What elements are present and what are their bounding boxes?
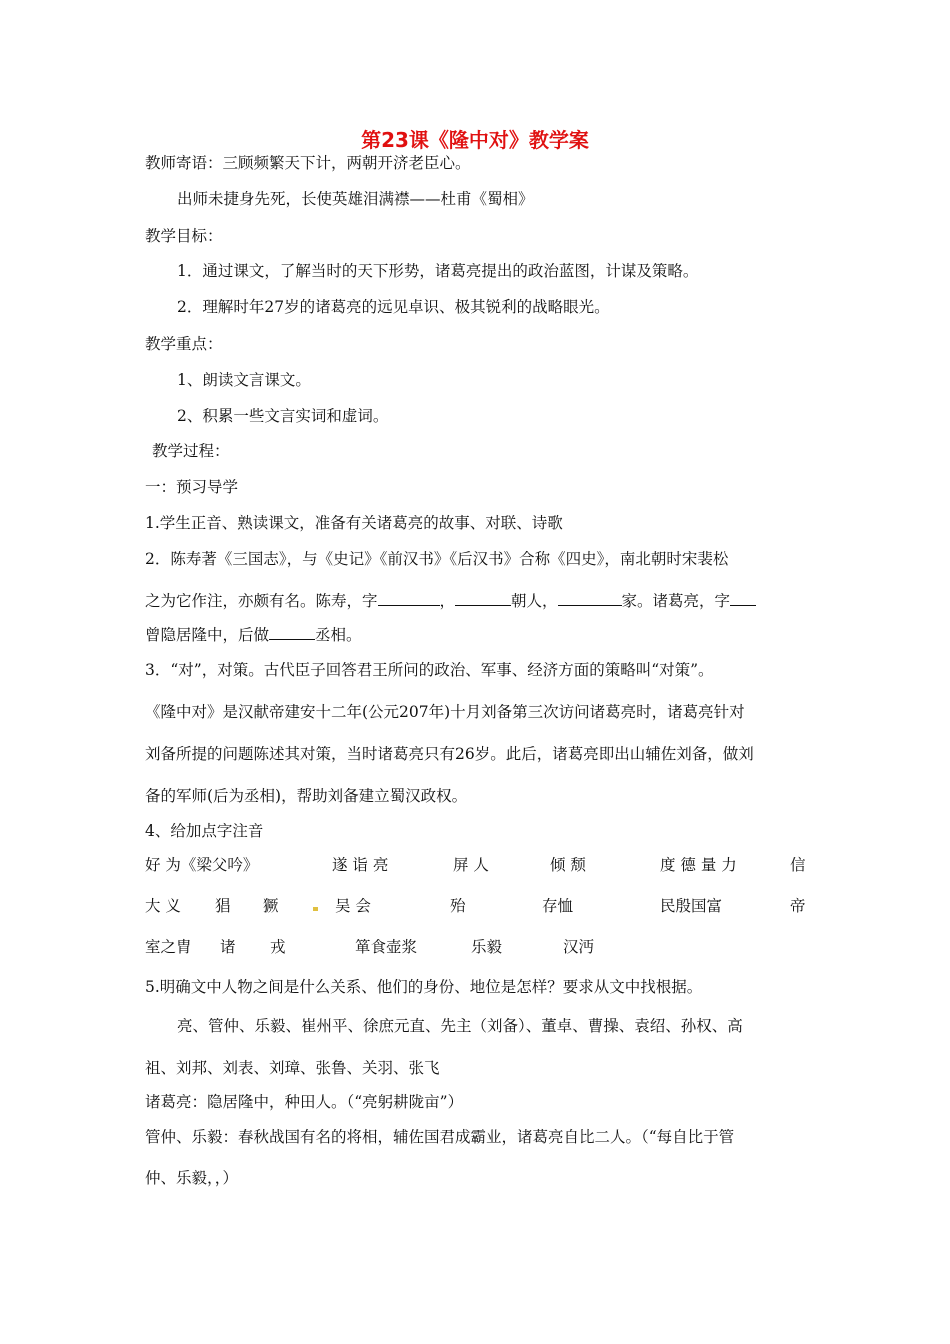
pinyin-word: 箪食壶浆 — [355, 938, 418, 956]
fill-blank[interactable] — [730, 591, 756, 606]
highlight-mark — [313, 907, 318, 911]
pinyin-word: 存恤 — [542, 897, 574, 915]
item5-zhuge: 诸葛亮：隐居隆中，种田人。（“亮躬耕陇亩”） — [145, 1093, 464, 1111]
preview-item-2-line-1: 2．陈寿著《三国志》，与《史记》《前汉书》《后汉书》合称《四史》，南北朝时宋裴松 — [145, 550, 729, 568]
preview-item-1: 1.学生正音、熟读课文，准备有关诸葛亮的故事、对联、诗歌 — [145, 514, 563, 532]
preview-heading: 一：预习导学 — [145, 478, 239, 496]
focus-item-1: 1、朗读文言课文。 — [177, 371, 311, 389]
motto-line-2: 出师未捷身先死，长使英雄泪满襟——杜甫《蜀相》 — [177, 190, 534, 208]
preview-item-3-line-4: 备的军师(后为丞相)，帮助刘备建立蜀汉政权。 — [145, 787, 468, 805]
pinyin-word: 吴 会 — [335, 897, 371, 915]
focus-heading: 教学重点： — [145, 335, 223, 353]
pinyin-word: 好 为《梁父吟》 — [145, 856, 259, 874]
pinyin-word: 獗 — [263, 897, 279, 915]
pinyin-heading: 4、给加点字注音 — [145, 822, 264, 840]
fill-blank[interactable] — [269, 625, 315, 640]
pinyin-word: 帝 — [790, 897, 806, 915]
pinyin-word: 诸 — [220, 938, 236, 956]
preview-item-3-line-3: 刘备所提的问题陈述其对策，当时诸葛亮只有26岁。此后，诸葛亮即出山辅佐刘备，做刘 — [145, 745, 754, 763]
item5-list-line-2: 祖、刘邦、刘表、刘璋、张鲁、关羽、张飞 — [145, 1059, 440, 1077]
pinyin-word: 遂 诣 亮 — [332, 856, 389, 874]
pinyin-word: 信 — [790, 856, 806, 874]
goals-heading: 教学目标： — [145, 227, 223, 245]
pinyin-word: 乐毅 — [471, 938, 503, 956]
preview-item-3-line-2: 《隆中对》是汉献帝建安十二年(公元207年)十月刘备第三次访问诸葛亮时，诸葛亮针对 — [145, 703, 745, 721]
fill-blank[interactable] — [455, 591, 511, 606]
fill-blank[interactable] — [378, 591, 440, 606]
goal-item-1: 1．通过课文，了解当时的天下形势，诸葛亮提出的政治蓝图，计谋及策略。 — [177, 262, 699, 280]
pinyin-word: 室之胄 — [145, 938, 192, 956]
pinyin-word: 民殷国富 — [660, 897, 723, 915]
pinyin-word: 度 德 量 力 — [660, 856, 737, 874]
preview-item-3-line-1: 3．“对”，对策。古代臣子回答君王所问的政治、军事、经济方面的策略叫“对策”。 — [145, 661, 714, 679]
pinyin-word: 戎 — [270, 938, 286, 956]
pinyin-word: 汉沔 — [563, 938, 595, 956]
focus-item-2: 2、积累一些文言实词和虚词。 — [177, 407, 389, 425]
page-title: 第23课《隆中对》教学案 — [361, 128, 589, 152]
pinyin-word: 倾 颓 — [550, 856, 586, 874]
pinyin-word: 大 义 — [145, 897, 181, 915]
pinyin-word: 殆 — [450, 897, 466, 915]
item5-guan-line-2: 仲、乐毅，，） — [145, 1169, 239, 1187]
preview-item-2-line-2: 之为它作注，亦颇有名。陈寿，字 ， 朝人， 家。诸葛亮，字 — [145, 590, 756, 612]
goal-item-2: 2．理解时年27岁的诸葛亮的远见卓识、极其锐利的战略眼光。 — [177, 298, 610, 316]
item5-list-line-1: 亮、管仲、乐毅、崔州平、徐庶元直、先主（刘备）、董卓、曹操、袁绍、孙权、高 — [177, 1017, 743, 1035]
pinyin-word: 屏 人 — [453, 856, 489, 874]
process-heading: 教学过程： — [152, 442, 230, 460]
item5-guan-line-1: 管仲、乐毅：春秋战国有名的将相，辅佐国君成霸业，诸葛亮自比二人。（“每自比于管 — [145, 1128, 735, 1146]
item5-heading: 5.明确文中人物之间是什么关系、他们的身份、地位是怎样？要求从文中找根据。 — [145, 978, 703, 996]
motto-line-1: 教师寄语：三顾频繁天下计，两朝开济老臣心。 — [145, 154, 471, 172]
fill-blank[interactable] — [558, 591, 622, 606]
pinyin-word: 猖 — [215, 897, 231, 915]
preview-item-2-line-3: 曾隐居隆中，后做 丞相。 — [145, 626, 362, 644]
